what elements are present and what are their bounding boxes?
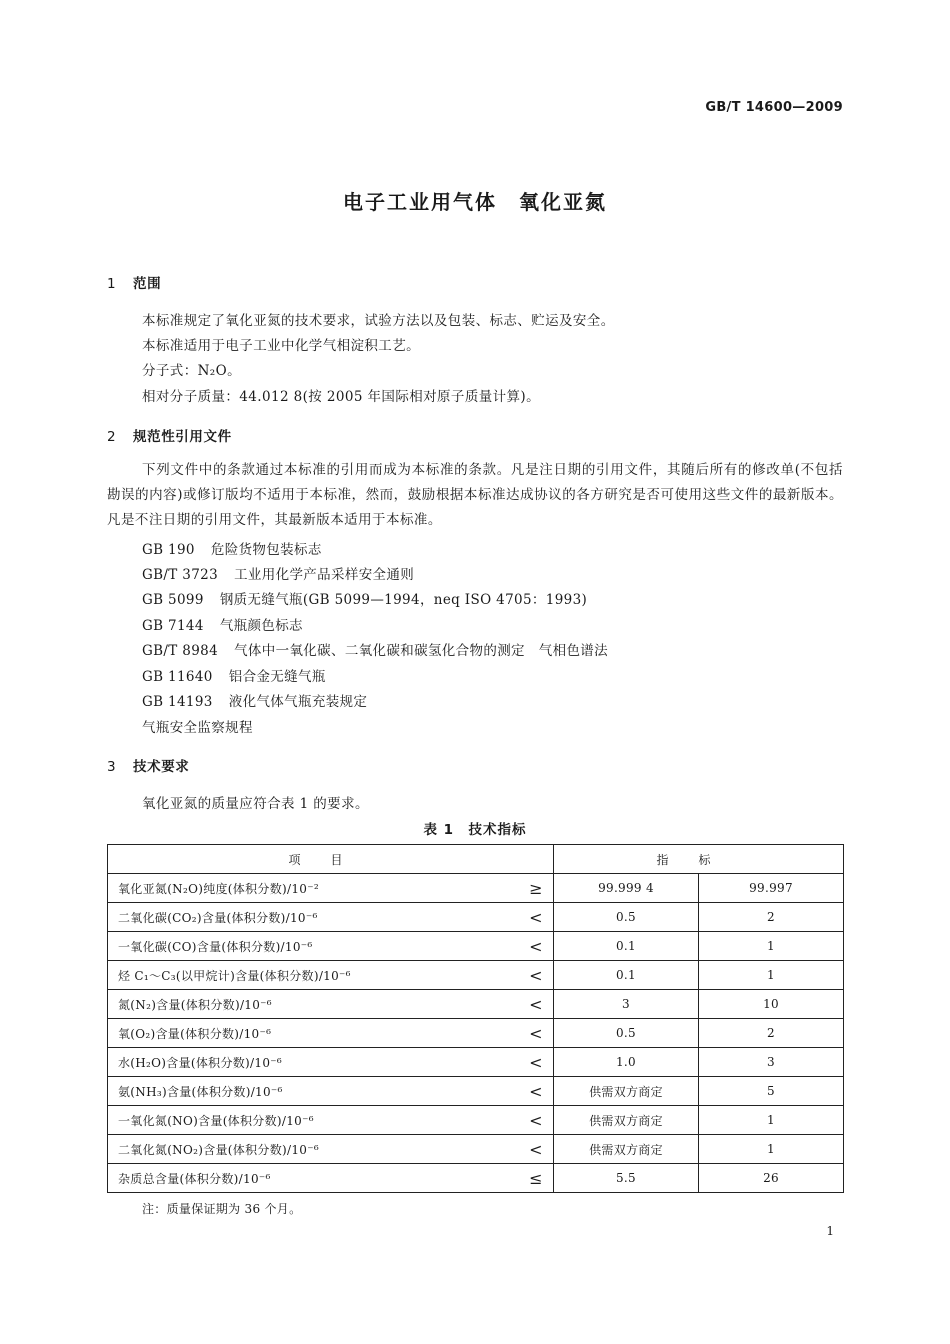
row-value-1: 0.5 — [554, 1019, 699, 1048]
table-row — [108, 961, 844, 990]
row-symbol: ≥ — [519, 874, 554, 903]
row-item: 一氧化碳(CO)含量(体积分数)/10⁻⁶ — [108, 932, 520, 961]
row-value-1: 99.999 4 — [554, 874, 699, 903]
table-row — [108, 903, 844, 932]
row-item: 氨(NH₃)含量(体积分数)/10⁻⁶ — [108, 1077, 520, 1106]
row-value-2: 1 — [699, 961, 844, 990]
table-header-row — [108, 845, 844, 874]
row-value-2: 99.997 — [699, 874, 844, 903]
scope-line-3: 分子式：N₂O。 — [142, 363, 241, 379]
table-note: 注：质量保证期为 36 个月。 — [142, 1202, 302, 1216]
row-item: 一氧化氮(NO)含量(体积分数)/10⁻⁶ — [108, 1106, 520, 1135]
section-number: 3 — [107, 759, 117, 775]
section-number: 1 — [107, 276, 117, 292]
reference-title: 气体中一氧化碳、二氧化碳和碳氢化合物的测定 气相色谱法 — [234, 643, 609, 659]
section-title: 技术要求 — [133, 759, 190, 775]
table-caption: 表 1 技术指标 — [423, 822, 527, 838]
row-item: 氧化亚氮(N₂O)纯度(体积分数)/10⁻² — [108, 874, 520, 903]
reference-code: GB 7144 — [142, 618, 204, 634]
row-item: 水(H₂O)含量(体积分数)/10⁻⁶ — [108, 1048, 520, 1077]
table-row — [108, 874, 844, 903]
reference-title: 气瓶颜色标志 — [219, 618, 303, 634]
row-value-2: 2 — [699, 903, 844, 932]
row-symbol: < — [519, 1106, 554, 1135]
section-3-heading — [107, 755, 189, 775]
row-item: 氮(N₂)含量(体积分数)/10⁻⁶ — [108, 990, 520, 1019]
reference-title: 危险货物包装标志 — [210, 542, 322, 558]
table-row — [108, 1048, 844, 1077]
row-value-2: 1 — [699, 1135, 844, 1164]
row-value-2: 3 — [699, 1048, 844, 1077]
reference-title: 工业用化学产品采样安全通则 — [234, 567, 415, 583]
row-item: 二氧化碳(CO₂)含量(体积分数)/10⁻⁶ — [108, 903, 520, 932]
row-value-1: 1.0 — [554, 1048, 699, 1077]
reference-code: GB 11640 — [142, 669, 213, 685]
row-item: 氧(O₂)含量(体积分数)/10⁻⁶ — [108, 1019, 520, 1048]
reference-title: 钢质无缝气瓶(GB 5099—1994，neq ISO 4705：1993) — [219, 592, 588, 608]
scope-line-4: 相对分子质量：44.012 8(按 2005 年国际相对原子质量计算)。 — [142, 389, 540, 405]
scope-line-2: 本标准适用于电子工业中化学气相淀积工艺。 — [142, 338, 420, 354]
reference-code: GB/T 8984 — [142, 643, 219, 659]
reference-item — [142, 716, 253, 736]
row-item: 烃 C₁～C₃(以甲烷计)含量(体积分数)/10⁻⁶ — [108, 961, 520, 990]
reference-title: 气瓶安全监察规程 — [142, 720, 253, 736]
row-item: 二氧化氮(NO₂)含量(体积分数)/10⁻⁶ — [108, 1135, 520, 1164]
row-value-1: 0.1 — [554, 932, 699, 961]
row-value-2: 1 — [699, 1106, 844, 1135]
section-1-heading — [107, 272, 161, 292]
row-symbol: ≤ — [519, 1164, 554, 1193]
requirements-intro: 氧化亚氮的质量应符合表 1 的要求。 — [142, 796, 369, 812]
header-item: 项目 — [108, 845, 554, 874]
reference-title: 铝合金无缝气瓶 — [228, 669, 326, 685]
row-symbol: < — [519, 1077, 554, 1106]
reference-item — [142, 690, 367, 710]
row-symbol: < — [519, 1019, 554, 1048]
table-row — [108, 1019, 844, 1048]
row-item: 杂质总含量(体积分数)/10⁻⁶ — [108, 1164, 520, 1193]
reference-code: GB 5099 — [142, 592, 204, 608]
spec-table — [107, 844, 844, 1193]
reference-item — [142, 588, 587, 608]
row-value-2: 26 — [699, 1164, 844, 1193]
reference-item — [142, 614, 303, 634]
reference-code: GB 190 — [142, 542, 195, 558]
table-row — [108, 1135, 844, 1164]
row-value-1: 供需双方商定 — [554, 1106, 699, 1135]
row-value-1: 3 — [554, 990, 699, 1019]
reference-item — [142, 538, 322, 558]
table-row — [108, 1164, 844, 1193]
row-value-2: 10 — [699, 990, 844, 1019]
section-title: 规范性引用文件 — [133, 429, 232, 445]
row-symbol: < — [519, 961, 554, 990]
table-row — [108, 990, 844, 1019]
row-symbol: < — [519, 1048, 554, 1077]
row-value-2: 2 — [699, 1019, 844, 1048]
row-symbol: < — [519, 1135, 554, 1164]
reference-item — [142, 639, 608, 659]
header-index: 指标 — [554, 845, 844, 874]
reference-code: GB/T 3723 — [142, 567, 219, 583]
row-symbol: < — [519, 903, 554, 932]
reference-title: 液化气体气瓶充装规定 — [228, 694, 368, 710]
reference-item — [142, 563, 414, 583]
standard-number: GB/T 14600—2009 — [705, 100, 843, 115]
section-title: 范围 — [133, 276, 162, 292]
reference-code: GB 14193 — [142, 694, 213, 710]
row-symbol: < — [519, 932, 554, 961]
row-value-1: 5.5 — [554, 1164, 699, 1193]
row-symbol: < — [519, 990, 554, 1019]
references-intro: 下列文件中的条款通过本标准的引用而成为本标准的条款。凡是注日期的引用文件，其随后所有的修改单(不包括勘误的内容)或修订版均不适用于本标准，然而，鼓励根据本标准达成协议的各方研究是否可使用这些文件的最新版本。凡是不注日期的引用文件，其最新版本适用于本标准。 — [107, 462, 843, 528]
page-number: 1 — [826, 1224, 834, 1238]
row-value-1: 0.1 — [554, 961, 699, 990]
row-value-1: 供需双方商定 — [554, 1135, 699, 1164]
section-number: 2 — [107, 429, 117, 445]
section-2-heading — [107, 425, 232, 445]
row-value-1: 0.5 — [554, 903, 699, 932]
document-title: 电子工业用气体 氧化亚氮 — [343, 190, 607, 214]
table-row — [108, 932, 844, 961]
reference-item — [142, 665, 326, 685]
table-row — [108, 1106, 844, 1135]
table-row — [108, 1077, 844, 1106]
scope-line-1: 本标准规定了氧化亚氮的技术要求，试验方法以及包装、标志、贮运及安全。 — [142, 313, 615, 329]
row-value-2: 1 — [699, 932, 844, 961]
row-value-1: 供需双方商定 — [554, 1077, 699, 1106]
row-value-2: 5 — [699, 1077, 844, 1106]
